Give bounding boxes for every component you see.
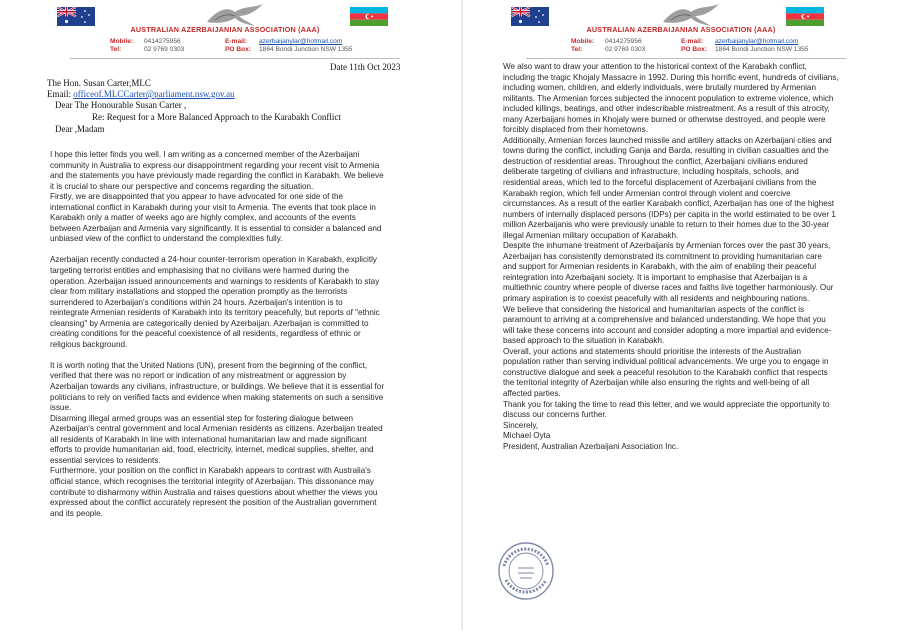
azerbaijan-flag-icon xyxy=(786,7,824,26)
salutation-formal: Dear The Honourable Susan Carter , xyxy=(55,100,187,110)
body-line: between Azerbaijan and Armenia vary significantly. It is essential to consider a balanced and xyxy=(50,223,382,233)
pobox-address: 1864 Bondi Junction NSW 1355 xyxy=(259,46,353,53)
body-line: I hope this letter finds you well. I am writing as a concerned member of the Azerbaijani xyxy=(50,150,360,159)
body-line: multiethnic country where people of diverse races and faiths live together harmoniously. Our xyxy=(503,283,834,293)
letter-page-1 xyxy=(0,0,458,630)
body-line: efforts to provide humanitarian aid, food, electricity, internet, medical supplies, shelter, and xyxy=(50,445,374,455)
body-line: verified that there was no report or indication of any mistreatment or aggression by xyxy=(50,371,347,381)
body-line: unbiased view of the conflict to understand the complexities fully. xyxy=(50,234,283,244)
body-line: destruction of residential areas. Throughout the conflict, Azerbaijani civilians endured xyxy=(503,156,808,166)
body-line xyxy=(50,245,384,256)
association-email-link[interactable]: azerbaijanylar@hotmail.com xyxy=(715,38,799,45)
body-line: included killings, beatings, and other indescribable mistreatment. As a result of this atrocity, xyxy=(503,104,830,114)
body-line: Sincerely, xyxy=(503,420,539,430)
letter-body-page-1 xyxy=(50,150,384,519)
body-line: including the tragic Khojaly Massacre in 1992. During this horrific event, hundreds of civilians, xyxy=(503,72,839,82)
body-line: population rather than serving individual political advancements. We urge you to engage in xyxy=(503,357,829,367)
body-line: numbers of internally displaced persons (IDPs) per capita in the world estimated to be over 1 xyxy=(503,209,836,219)
body-line: issue. xyxy=(50,403,72,413)
body-line: Azerbaijan towards any civilians, infrastructure, or buildings. We believe that it is essential for xyxy=(50,382,385,392)
letterhead-rule xyxy=(70,58,400,59)
contact-address-block xyxy=(681,38,808,54)
body-line: militants. The Armenian forces subjected the innocent population to extreme violence, which xyxy=(503,93,834,103)
body-line: international conflict in Karabakh during your visit to Armenia. The events that took place in xyxy=(50,202,376,212)
email-label: E-mail: xyxy=(225,38,247,45)
body-line: will take these concerns into account and consider adopting a more impartial and evidence- xyxy=(503,325,832,335)
tel-number: 02 9769 0303 xyxy=(605,46,646,53)
letter-date: Date 11th Oct 2023 xyxy=(330,62,401,72)
body-line: Despite the inhumane treatment of Azerbaijanis by Armenian forces over the past 30 years, xyxy=(503,241,831,251)
body-line: clear from military installations and stopped the operation promptly as the terrorists xyxy=(50,287,348,297)
subject-line: Re: Request for a More Balanced Approach to the Karabakh Conflict xyxy=(92,112,341,122)
body-line: essential services to residents. xyxy=(50,455,161,465)
organization-name: AUSTRALIAN AZERBAIJANIAN ASSOCIATION (AAA) xyxy=(130,25,320,34)
body-line: and its people. xyxy=(50,508,103,518)
body-line: It is worth noting that the United Nations (UN), present from the beginning of the conflict, xyxy=(50,360,368,370)
association-email-link[interactable]: azerbaijanylar@hotmail.com xyxy=(259,38,343,45)
recipient-email-label: Email: xyxy=(47,89,74,99)
recipient-email-line xyxy=(47,89,235,100)
body-line: Disarming illegal armed groups was an essential step for fostering dialogue between xyxy=(50,413,354,423)
body-line: operation. Azerbaijan issued announcements and warnings to residents of Karabakh to stay xyxy=(50,276,380,286)
body-line xyxy=(50,350,384,361)
recipient-name: The Hon. Susan Carter,MLC xyxy=(47,78,151,88)
body-line: Azerbaijan has consistently demonstrated its commitment to providing humanitarian care xyxy=(503,251,822,261)
body-line: illegal Armenian military occupation of Karabakh. xyxy=(503,230,679,240)
body-line: Firstly, we are disappointed that you appear to have advocated for one side of the xyxy=(50,192,343,202)
page-divider xyxy=(461,0,463,630)
body-line: Furthermore, your position on the conflict in Karabakh appears to contrast with Australia's xyxy=(50,466,371,476)
body-line: Thank you for taking the time to read this letter, and we would appreciate the opportunity to xyxy=(503,399,830,409)
body-line: Michael Oyta xyxy=(503,431,551,441)
letterhead xyxy=(466,0,923,60)
mobile-number: 0414275956 xyxy=(605,38,642,45)
body-line: We also want to draw your attention to the historical context of the Karabakh conflict, xyxy=(503,62,807,71)
mobile-number: 0414275956 xyxy=(144,38,181,45)
body-line: Karabakh only a matter of weeks ago are highly complex, and accounts of the events xyxy=(50,213,356,223)
contact-phone-block xyxy=(110,38,184,54)
body-line: constructive dialogue and seek a peaceful resolution to the Karabakh conflict that respects xyxy=(503,367,828,377)
body-line: Azerbaijan recently conducted a 24-hour counter-terrorism operation in Karabakh, explicitly xyxy=(50,255,377,265)
body-line: residential areas, which led to the forceful displacement of Azerbaijani civilians from the xyxy=(503,178,817,188)
australia-flag-icon xyxy=(511,7,549,26)
body-line: contribute to disharmony within Australia and raises questions about whether the views you xyxy=(50,487,378,497)
contact-phone-block xyxy=(571,38,645,54)
tel-number: 02 9769 0303 xyxy=(144,46,185,53)
body-line: reintegrate Armenian residents of Karabakh into its territory peacefully, but reports of "ethnic xyxy=(50,308,380,318)
body-line: official stance, which recognises the territorial integrity of Azerbaijan. This dissonance may xyxy=(50,476,374,486)
contact-address-block xyxy=(225,38,352,54)
salutation: Dear ,Madam xyxy=(55,124,105,134)
body-line: it is crucial to share our perspective and concerns regarding the situation. xyxy=(50,181,314,191)
body-line: and support for Armenian residents in Karabakh, with the aim of enabling their peaceful xyxy=(503,262,816,272)
body-line: Overall, your actions and statements should prioritise the interests of the Australian xyxy=(503,346,802,356)
body-line: cleansing" by Armenia are categorically denied by Azerbaijan. Azerbaijan is committed to xyxy=(50,318,369,328)
letterhead xyxy=(0,0,458,60)
email-label: E-mail: xyxy=(681,38,703,45)
letter-page-2 xyxy=(466,0,923,630)
body-line: targeting terrorist entities and emphasising that no civilians were harmed during the xyxy=(50,266,349,276)
body-line: including women, children, and elderly individuals, were brutally murdered by Armenian xyxy=(503,83,816,93)
body-line: many Azerbaijani homes in Khojaly were burned or otherwise destroyed, and people were xyxy=(503,114,826,124)
body-line: community in Australia to express our disappointment regarding your recent visit to Armenia xyxy=(50,160,380,170)
tel-label: Tel: xyxy=(571,46,583,53)
body-line: all residents of Karabakh in line with international humanitarian law and made significant xyxy=(50,434,367,444)
body-line: paramount to arriving at a comprehensive and balanced understanding. We hope that you xyxy=(503,315,826,325)
pobox-label: PO Box: xyxy=(225,46,252,53)
body-line: the territorial integrity of Azerbaijan while also ensuring the rights and well-being of all xyxy=(503,378,810,388)
mobile-label: Mobile: xyxy=(110,38,134,45)
body-line: circumstances. As a result of the earlier Karabakh conflict, Azerbaijan has one of the highest xyxy=(503,199,835,209)
body-line: discuss our concerns further. xyxy=(503,410,607,420)
body-line: towns during the conflict, including Ganja and Barda, resulting in civilian casualties and the xyxy=(503,146,829,156)
azerbaijan-flag-icon xyxy=(350,7,388,26)
body-line: President, Australian Azerbaijani Association Inc. xyxy=(503,441,679,451)
body-line: politicians to rely on verified facts and evidence when making statements on such a sensitive xyxy=(50,392,384,402)
recipient-email-link[interactable]: officeof.MLCCarter@parliament.nsw.gov.au xyxy=(73,89,235,99)
body-line: affected parties. xyxy=(503,388,561,398)
body-line: expressed about the conflict accurately represent the position of the Australian government xyxy=(50,498,377,508)
tel-label: Tel: xyxy=(110,46,122,53)
body-line: Karabakh region, which fell under Armenian control through violent and coercive xyxy=(503,188,791,198)
letterhead-rule xyxy=(526,58,846,59)
body-line: based approach to the situation in Karabakh. xyxy=(503,336,665,346)
body-line: surrendered to Azerbaijan's conditions within 24 hours. Azerbaijan's intention is to xyxy=(50,297,343,307)
body-line: million Azerbaijanis who were previously unable to return to their homes due to the 30-year xyxy=(503,220,830,230)
body-line: religious background. xyxy=(50,339,128,349)
body-line: reintegration into Azerbaijani society. It is important to emphasise that Azerbaijan is a xyxy=(503,272,808,282)
body-line: creating conditions for the peaceful coexistence of all residents, regardless of ethnic or xyxy=(50,329,361,339)
australia-flag-icon xyxy=(57,7,95,26)
body-line: Azerbaijan's central government and local Armenian residents as citizens. Azerbaijan treated xyxy=(50,424,383,434)
body-line: primary aspiration is to coexist peacefully with all residents and neighbouring nations. xyxy=(503,294,810,304)
pobox-address: 1864 Bondi Junction NSW 1355 xyxy=(715,46,809,53)
body-line: We believe that considering the historical and humanitarian aspects of the conflict is xyxy=(503,304,805,314)
mobile-label: Mobile: xyxy=(571,38,595,45)
association-seal-icon xyxy=(496,540,556,602)
organization-name: AUSTRALIAN AZERBAIJANIAN ASSOCIATION (AAA) xyxy=(586,25,776,34)
body-line: Additionally, Armenian forces launched missile and artillery attacks on Azerbaijani cities and xyxy=(503,135,832,145)
body-line: forcibly displaced from their hometowns. xyxy=(503,125,648,135)
body-line: deliberate targeting of civilians and infrastructure, including hospitals, schools, and xyxy=(503,167,799,177)
letter-body-page-2 xyxy=(503,62,839,452)
body-line: and the statements you have previously made regarding the conflict in Karabakh. We believe xyxy=(50,171,384,181)
pobox-label: PO Box: xyxy=(681,46,708,53)
